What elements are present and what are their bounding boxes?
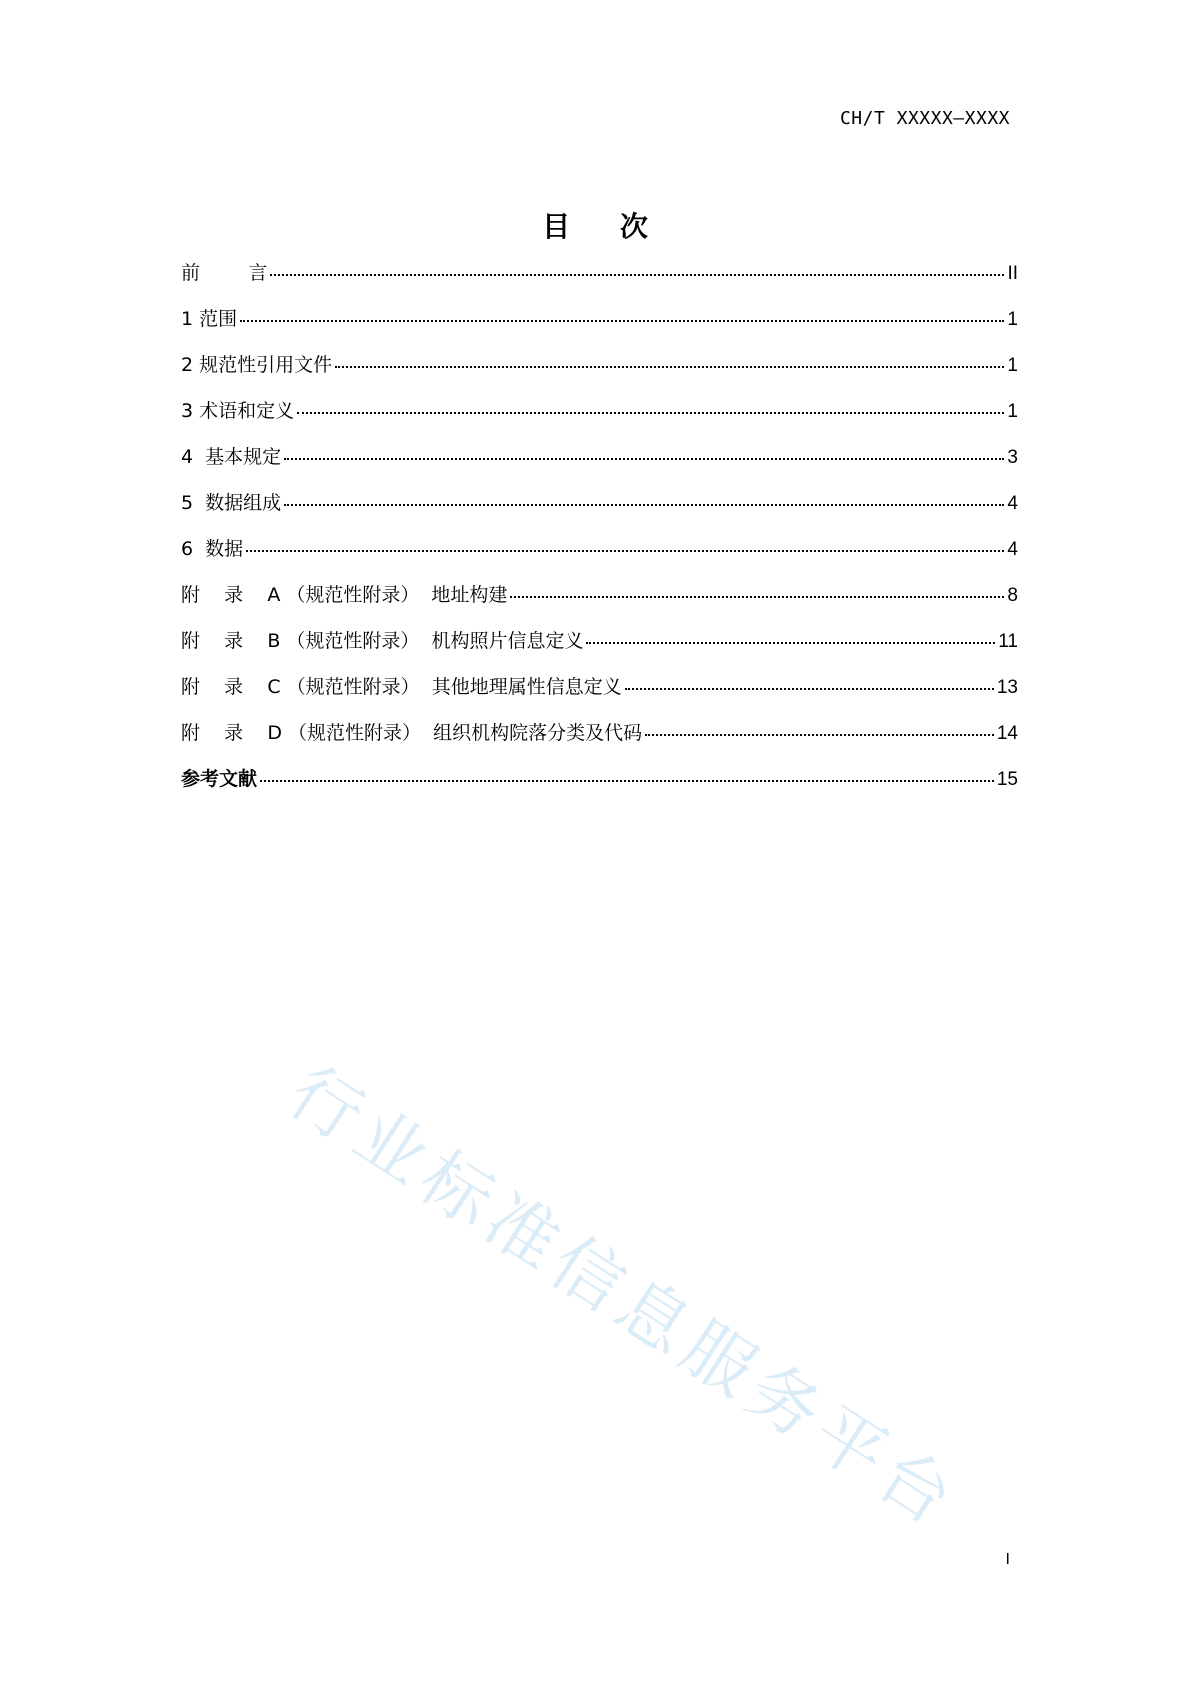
- watermark-text: 行业标准信息服务平台: [274, 1050, 974, 1545]
- toc-entry-page: 13: [996, 677, 1018, 698]
- toc-entry-page: II: [1007, 263, 1018, 284]
- toc-entry-label: 4 基本规定: [181, 446, 282, 468]
- toc-entry-normative-references[interactable]: [181, 350, 1018, 396]
- toc-leader-dots: [645, 715, 994, 736]
- toc-entry-label: 参考文献: [181, 768, 258, 790]
- toc-leader-dots: [510, 577, 1004, 598]
- toc-entry-page: 1: [1007, 355, 1018, 376]
- toc-entry-page: 15: [996, 769, 1018, 790]
- toc-leader-dots: [297, 393, 1004, 414]
- toc-leader-dots: [335, 347, 1004, 368]
- page-number: I: [1005, 1551, 1010, 1568]
- toc-entry-label: 附 录 B （规范性附录） 机构照片信息定义: [181, 630, 584, 652]
- toc-leader-dots: [625, 669, 994, 690]
- toc-leader-dots: [260, 761, 994, 782]
- toc-entry-appendix-a[interactable]: [181, 580, 1018, 626]
- toc-entry-page: 8: [1007, 585, 1018, 606]
- toc-entry-basic-rules[interactable]: [181, 442, 1018, 488]
- toc-entry-label: 2 规范性引用文件: [181, 354, 333, 376]
- toc-entry-page: 1: [1007, 401, 1018, 422]
- toc-entry-page: 14: [996, 723, 1018, 744]
- toc-entry-label: 1 范围: [181, 308, 238, 330]
- toc-leader-dots: [586, 623, 995, 644]
- toc-entry-terms[interactable]: [181, 396, 1018, 442]
- toc-entry-page: 11: [998, 631, 1018, 652]
- toc-entry-appendix-b[interactable]: [181, 626, 1018, 672]
- toc-leader-dots: [246, 531, 1004, 552]
- toc-title: 目 次: [542, 210, 668, 243]
- toc-entry-label: 附 录 A （规范性附录） 地址构建: [181, 584, 508, 606]
- toc-entry-page: 4: [1007, 539, 1018, 560]
- toc-entry-label: 附 录 D （规范性附录） 组织机构院落分类及代码: [181, 722, 643, 744]
- toc-entry-label: 5 数据组成: [181, 492, 282, 514]
- toc-entry-scope[interactable]: [181, 304, 1018, 350]
- toc-entry-label: 前 言: [181, 262, 268, 284]
- document-code: CH/T XXXXX—XXXX: [839, 108, 1010, 129]
- toc-entry-appendix-d[interactable]: [181, 718, 1018, 764]
- toc-entry-label: 6 数据: [181, 538, 244, 560]
- toc-entry-data-composition[interactable]: [181, 488, 1018, 534]
- toc-leader-dots: [240, 301, 1004, 322]
- toc-leader-dots: [270, 255, 1004, 276]
- toc-leader-dots: [284, 485, 1004, 506]
- toc-entry-label: 3 术语和定义: [181, 400, 295, 422]
- toc-leader-dots: [284, 439, 1004, 460]
- toc-entry-data[interactable]: [181, 534, 1018, 580]
- toc-entry-page: 3: [1007, 447, 1018, 468]
- toc-entry-foreword[interactable]: [181, 258, 1018, 304]
- toc-entry-appendix-c[interactable]: [181, 672, 1018, 718]
- table-of-contents: [181, 258, 1018, 810]
- toc-entry-label: 附 录 C （规范性附录） 其他地理属性信息定义: [181, 676, 622, 698]
- toc-entry-page: 1: [1007, 309, 1018, 330]
- toc-entry-bibliography[interactable]: [181, 764, 1018, 810]
- toc-entry-page: 4: [1007, 493, 1018, 514]
